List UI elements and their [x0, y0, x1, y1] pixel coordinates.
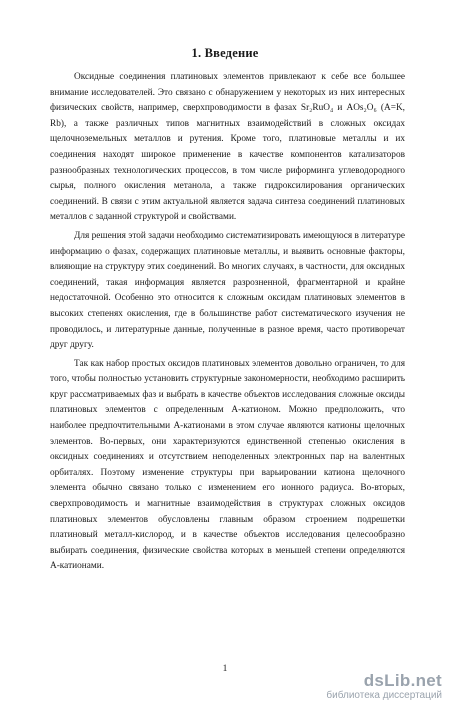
paragraph: Для решения этой задачи необходимо систематизировать имеющуюся в литературе информацию о фазах, содержащих платиновые металлы, и выявить основные факторы, влияющие на структуру этих соединений. Во многих случаях, в частности, для оксидных соединений, такая информация является разрозненной, фрагментарной и крайне недостаточной. Особенно это относится к сложным оксидам платиновых элементов в высоких степенях окисления, где в большинстве работ систематического изучения не проводилось, и литературные данные, полученные в разное время, часто противоречат друг другу.	[50, 230, 405, 351]
paragraph: Оксидные соединения платиновых элементов привлекают к себе все большее внимание исследователей. Это связано с обнаружением у некоторых из них интересных физических свойств, например, сверхпроводимости в фазах Sr₂RuO₄ и AOs₂O₆ (A=K, Rb), а также различных типов магнитных взаимодействий в сложных оксидах щелочноземельных металлов и рутения. Кроме того, платиновые металлы и их соединения находят широкое применение в качестве компонентов катализаторов разнообразных технологических процессов, в том числе риформинга углеводородного сырья, полного окисления метанола, а также гидроксилирования органических соединений. В связи с этим актуальной является задача синтеза соединений платиновых металлов с заданной структурой и свойствами.	[50, 72, 405, 223]
paragraph: Так как набор простых оксидов платиновых элементов довольно ограничен, то для того, чтобы полностью установить структурные закономерности, необходимо расширить круг рассматриваемых фаз и выбрать в качестве объектов исследования сложные оксиды платиновых элементов с определенным A-катионом. Можно предположить, что наиболее предпочтительными A-катионами в этом случае являются катионы щелочных элементов. Во-первых, они характеризуются единственной степенью окисления в оксидных соединениях и отсутствием неподеленных электронных пар на валентных орбиталях. Поэтому изменение структуры при варьировании катиона щелочного элемента обычно связано только с изменением его ионного радиуса. Во-вторых, сверхпроводимость и магнитные взаимодействия в структурах сложных оксидов платиновых элементов обусловлены главным образом строением подрешетки платиновый металл-кислород, и в качестве объектов исследования целесообразно выбирать соединения, физические свойства которых в меньшей степени определяются A-катионами.	[50, 358, 405, 572]
watermark-subtitle: библиотека диссертаций	[326, 690, 442, 701]
section-title: 1. Введение	[191, 46, 259, 60]
page-number: 1	[222, 664, 228, 674]
watermark-logo: dsLib.net	[363, 671, 442, 690]
watermark	[326, 672, 442, 701]
body-text	[50, 70, 405, 578]
